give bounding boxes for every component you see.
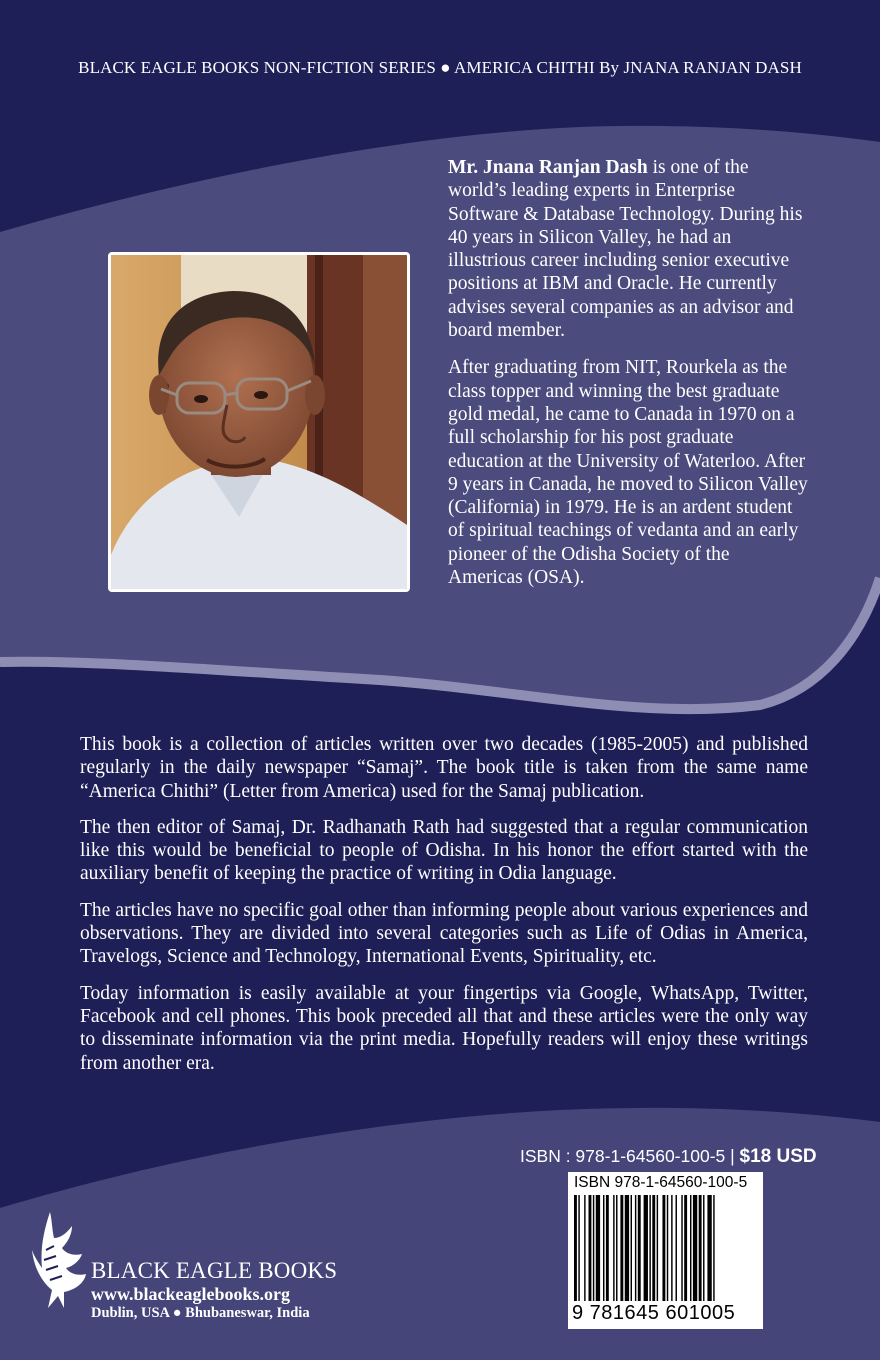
barcode-bar [584, 1195, 585, 1301]
barcode-bar [671, 1195, 672, 1301]
bio-paragraph-1 [448, 156, 808, 342]
barcode-bar [606, 1195, 609, 1301]
barcode-bar [620, 1195, 623, 1301]
series-header: BLACK EAGLE BOOKS NON-FICTION SERIES ● AMERICA CHITHI By JNANA RANJAN DASH [78, 58, 802, 77]
barcode-bar [703, 1195, 704, 1301]
barcode-bar [649, 1195, 650, 1301]
barcode-bar [613, 1195, 614, 1301]
barcode-bar [616, 1195, 617, 1301]
publisher-name: BLACK EAGLE BOOKS [91, 1258, 338, 1283]
barcode-bar [662, 1195, 665, 1301]
author-photo [108, 252, 410, 592]
barcode-bar [638, 1195, 641, 1301]
barcode-bar [578, 1195, 579, 1301]
description-paragraph-4: Today information is easily available at your fingertips via Google, WhatsApp, Twitter, Facebook and cell phones. This book preceded all that and these articles were the only way to disseminate information via the print media. Hopefully readers will enjoy these writings from another era. [80, 982, 808, 1074]
barcode-bar [644, 1195, 648, 1301]
isbn-price-line [520, 1146, 817, 1168]
barcode-bar [596, 1195, 600, 1301]
barcode-bar [693, 1195, 697, 1301]
barcode-isbn-label: ISBN 978-1-64560-100-5 [574, 1174, 748, 1191]
barcode-bar [713, 1195, 714, 1301]
bio-paragraph-1-text: is one of the world’s leading experts in Enterprise Software & Database Technology. During his 40 years in Silicon Valley, he had an illustrious career including senior executive positions at IBM and Oracle. He currently advises several companies as an advisor and board member. [448, 157, 803, 342]
barcode [568, 1172, 763, 1329]
barcode-bar [690, 1195, 691, 1301]
black-eagle-logo-icon [30, 1210, 88, 1310]
barcode-digits: 9 781645 601005 [572, 1302, 736, 1324]
barcode-bars [574, 1195, 756, 1301]
barcode-bar [589, 1195, 592, 1301]
barcode-bar [667, 1195, 668, 1301]
barcode-bar [652, 1195, 655, 1301]
barcode-bar [676, 1195, 677, 1301]
description-paragraph-1: This book is a collection of articles written over two decades (1985-2005) and published regularly in the daily newspaper “Samaj”. The book title is taken from the same name “America Chithi” (Letter from America) used for the Samaj publication. [80, 734, 808, 802]
publisher-url: www.blackeaglebooks.org [91, 1284, 291, 1304]
barcode-bar [593, 1195, 594, 1301]
description-paragraph-3: The articles have no specific goal other than informing people about various experiences and observations. They are divided into several categories such as Life of Odias in America, Travelogs, Science and Technology, International Events, Spirituality, etc. [80, 899, 808, 968]
description-paragraph-2: The then editor of Samaj, Dr. Radhanath Rath had suggested that a regular communication like this would be beneficial to people of Odisha. In his honor the effort started with the auxiliary benefit of keeping the practice of writing in Odia language. [80, 816, 808, 885]
barcode-bar [631, 1195, 632, 1301]
author-bio [448, 156, 808, 603]
barcode-bar [707, 1195, 711, 1301]
barcode-bar [699, 1195, 702, 1301]
barcode-bar [684, 1195, 687, 1301]
barcode-bar [657, 1195, 658, 1301]
price-text: $18 USD [739, 1146, 817, 1167]
author-name: Mr. Jnana Ranjan Dash [448, 157, 648, 178]
publisher-locations: Dublin, USA ● Bhubaneswar, India [91, 1305, 310, 1321]
book-description [80, 733, 808, 1088]
barcode-bar [681, 1195, 682, 1301]
barcode-bar [574, 1195, 577, 1301]
barcode-bar [603, 1195, 604, 1301]
isbn-text: ISBN : 978-1-64560-100-5 | [520, 1146, 740, 1166]
barcode-bar [625, 1195, 629, 1301]
bio-paragraph-2: After graduating from NIT, Rourkela as the class topper and winning the best graduate gold medal, he came to Canada in 1970 on a full scholarship for his post graduate education at the University of Waterloo. After 9 years in Canada, he moved to Silicon Valley (California) in 1979. He is an ardent student of spiritual teachings of vedanta and an early pioneer of the Odisha Society of the Americas (OSA). [448, 357, 808, 589]
barcode-bar [635, 1195, 636, 1301]
